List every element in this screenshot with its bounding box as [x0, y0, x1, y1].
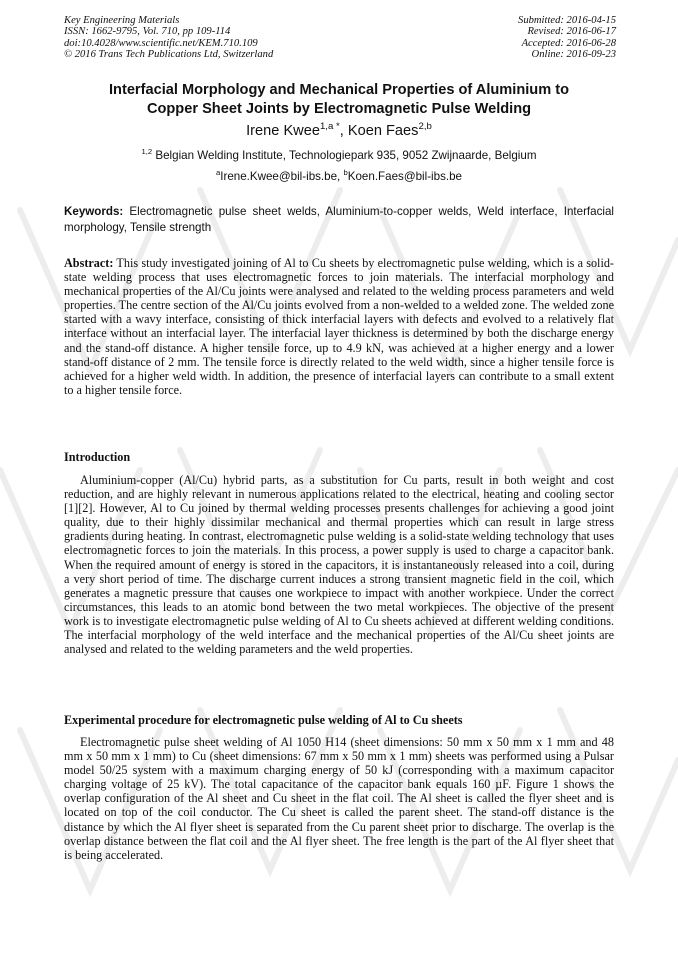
abstract	[64, 256, 614, 397]
author-name: Koen Faes	[347, 123, 419, 139]
author-list	[60, 122, 618, 141]
title-line-1: Interfacial Morphology and Mechanical Properties of Aluminium to	[108, 82, 570, 98]
experimental-paragraph: Electromagnetic pulse sheet welding of Al 1050 H14 (sheet dimensions: 50 mm x 50 mm x 1 mm and 48 mm x 50 mm x 1 mm) to Cu (sheet dimensions: 67 mm x 50 mm x 1 mm) sheets was performed using a Pulsar model 50/25 system with a maximum charging energy of 50 kJ (corresponding with a maximum capacitor charging voltage of 25 kV). The total capacitance of the capacitor bank equals 160 µF. Figure 1 shows the overlap configuration of the Al sheet and Cu sheet in the flat coil. The Al sheet is called the flyer sheet and is located on top of the coil conductor. The Cu sheet is called the parent sheet. The stand-off distance is the distance by which the Al flyer sheet is separated from the Cu parent sheet prior to discharge. The overlap is the overlap distance between the flat coil and the Al flyer sheet. The free length is the part of the Al flyer sheet that is being accelerated.	[64, 735, 614, 862]
abstract-text: This study investigated joining of Al to Cu sheets by electromagnetic pulse welding, which is a solid-state welding process that uses electromagnetic forces to join materials. The interfacial morphology and mechanical properties of the Al/Cu joints were analysed and related to the welding process parameters and weld properties. The centre section of the Al/Cu joints evolved from a non-welded to a welded zone. The welded zone started with a wavy interface, consisting of thick interfacial layers with defects and evolved to a relatively flat interface without an interfacial layer. The interfacial layer thickness is determined by both the discharge energy and the stand-off distance. A higher tensile force, up to 4.9 kN, was achieved at a higher energy and a lower stand-off distance of 2 mm. The tensile force is directly related to the weld width, since a higher tensile force is achieved for a higher weld width. In addition, the presence of interfacial layers can contribute to a small extent to a higher tensile force.	[64, 256, 614, 397]
publication-dates	[366, 15, 616, 60]
affiliation-marker: 1,2	[141, 147, 153, 157]
author-separator: ,	[339, 123, 348, 139]
online-date: Online: 2016-09-23	[531, 48, 616, 60]
journal-info	[64, 15, 394, 60]
author-name: Irene Kwee	[246, 123, 320, 139]
keywords-text: Electromagnetic pulse sheet welds, Aluminium-to-copper welds, Weld interface, Interfacial morphology, Tensile strength	[64, 205, 614, 234]
title-line-2: Copper Sheet Joints by Electromagnetic Pulse Welding	[146, 101, 532, 117]
affiliation-text: Belgian Welding Institute, Technologiepark 935, 9052 Zwijnaarde, Belgium	[152, 149, 537, 162]
keywords	[64, 204, 614, 236]
email-marker: a	[215, 168, 221, 178]
revised-date: Revised: 2016-06-17	[527, 26, 616, 38]
author-affiliation-marker: 1,a *	[319, 121, 340, 133]
abstract-label: Abstract:	[64, 256, 114, 270]
accepted-date: Accepted: 2016-06-28	[521, 37, 616, 49]
author-affiliation-marker: 2,b	[418, 121, 432, 133]
email-link[interactable]: Irene.Kwee@bil-ibs.be,	[220, 170, 344, 183]
paper-title	[60, 81, 618, 119]
email-link[interactable]: Koen.Faes@bil-ibs.be	[347, 170, 462, 183]
section-heading-experimental: Experimental procedure for electromagnetic pulse welding of Al to Cu sheets	[64, 713, 463, 727]
email-marker: b	[343, 168, 348, 178]
introduction-paragraph: Aluminium-copper (Al/Cu) hybrid parts, as a substitution for Cu parts, result in both weight and cost reduction, and are highly relevant in numerous applications related to the electrical, heating and cooling sector [1][2]. However, Al to Cu joined by thermal welding processes presents challenges for achieving a good joint quality, due to their highly dissimilar mechanical and thermal properties which can result in large stress gradients during heating. In contrast, electromagnetic pulse welding is a solid-state welding technology that uses electromagnetic forces to join the materials. In this process, a power supply is used to charge a capacitor bank. When the required amount of energy is stored in the capacitors, it is instantaneously released into a coil, during a very short period of time. The discharge current induces a strong transient magnetic field in the coil, which generates a magnetic pressure that causes one workpiece to impact with another workpiece. Under the correct circumstances, this leads to an atomic bond between the two metal workpieces. The objective of the present work is to investigate electromagnetic pulse welding of Al to Cu sheets achieved at different welding conditions. The interfacial morphology of the weld interface and the mechanical properties of the Al/Cu sheet joints are analysed and related to the welding parameters and the weld properties.	[64, 473, 614, 657]
journal-name: Key Engineering Materials	[64, 15, 180, 26]
keywords-label: Keywords:	[64, 205, 124, 218]
author-emails	[60, 169, 618, 185]
section-heading-introduction: Introduction	[64, 450, 131, 464]
doi-line: doi:10.4028/www.scientific.net/KEM.710.109	[64, 37, 258, 49]
submitted-date: Submitted: 2016-04-15	[518, 15, 616, 26]
issn-line: ISSN: 1662-9795, Vol. 710, pp 109-114	[64, 26, 231, 38]
affiliation	[60, 148, 618, 164]
copyright-line: © 2016 Trans Tech Publications Ltd, Switzerland	[64, 48, 274, 60]
